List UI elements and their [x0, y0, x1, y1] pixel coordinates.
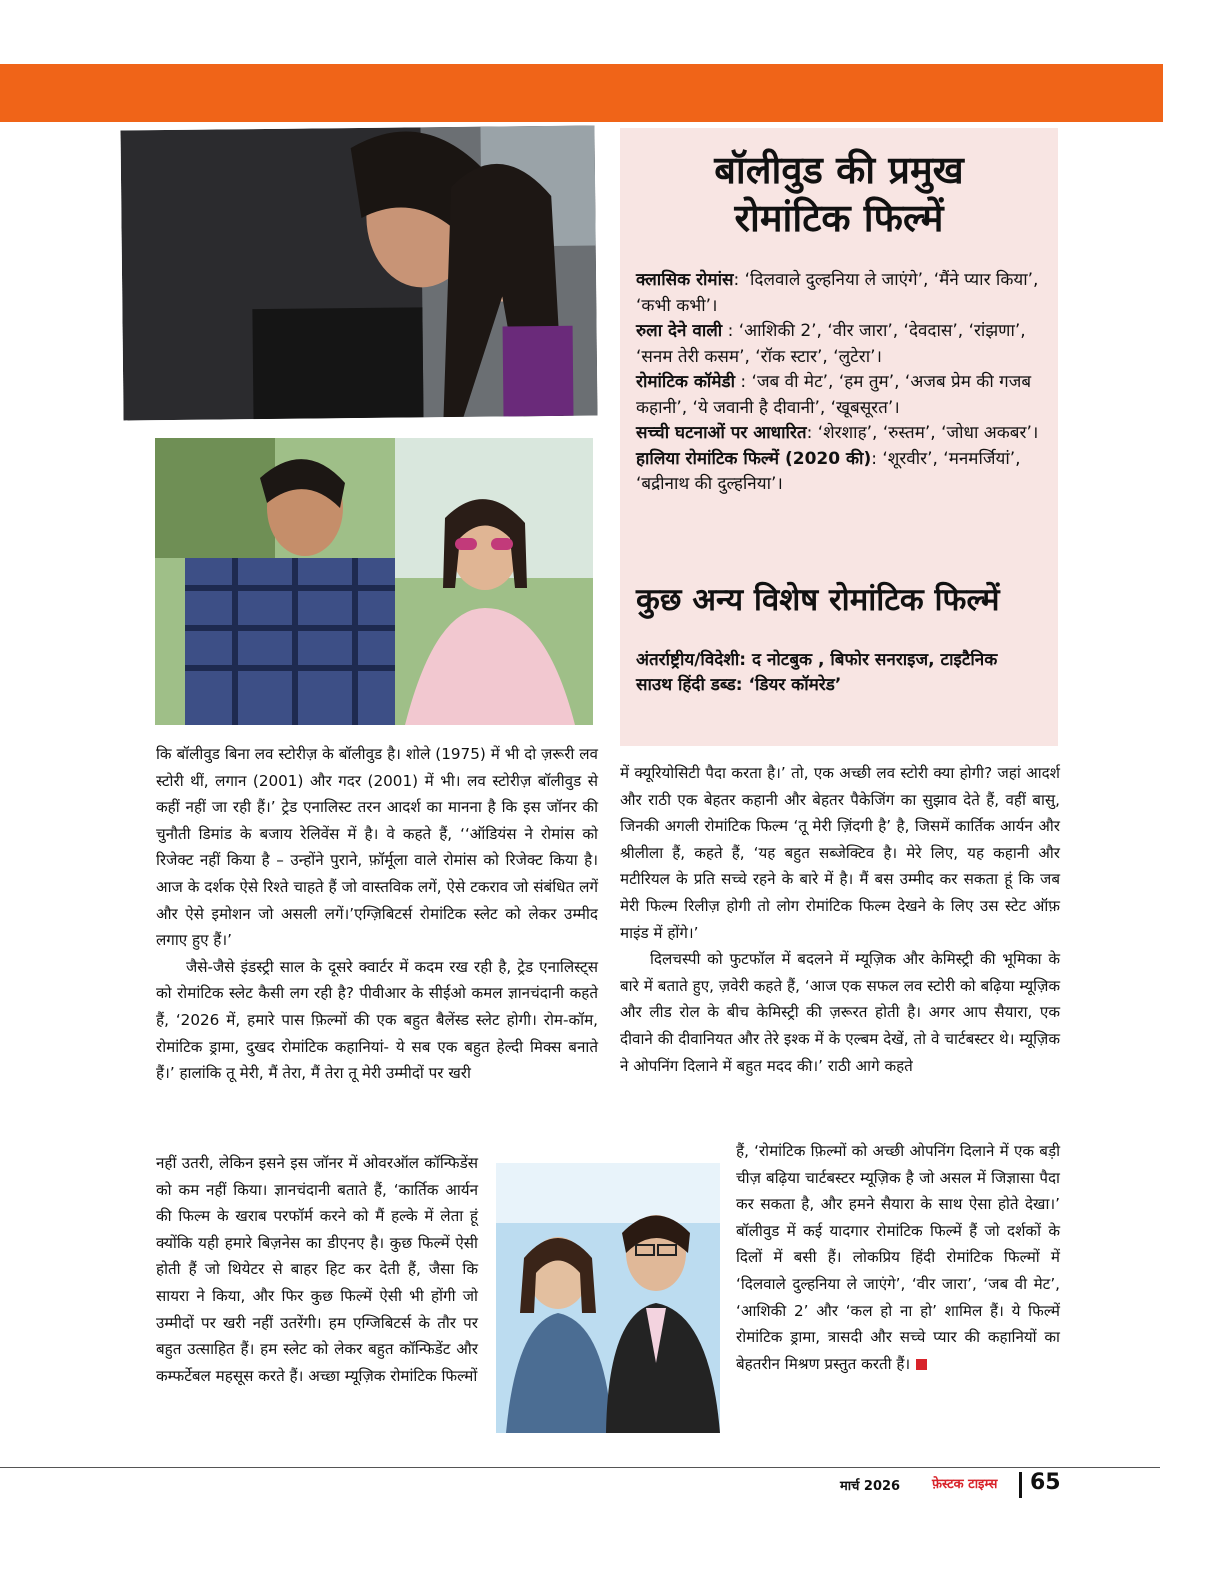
list-item: सच्ची घटनाओं पर आधारित: ‘शेरशाह’, ‘रुस्तम’, ‘जोधा अकबर’। — [636, 423, 1039, 443]
header-orange-bar — [0, 64, 1163, 122]
article-paragraph: नहीं उतरी, लेकिन इसने इस जॉनर में ओवरऑल कॉन्फिडेंस को कम नहीं किया। ज्ञानचंदानी बताते हैं, ‘कार्तिक आर्यन की फिल्म के खराब परफॉर्म करने को मैं हल्के में लेता हूं क्योंकि यही हमारे बिज़नेस का डीएनए है। कुछ फिल्में ऐसी होती हैं जो थियेटर से बाहर हिट कर देती हैं, जैसा कि सायरा ने किया, और फिर कुछ फिल्में ऐसी भी होंगी जो उम्मीदों पर खरी नहीं उतरेंगी। हम एग्जिबिटर्स के तौर पर बहुत उत्साहित हैं। हम स्लेट को लेकर बहुत कॉन्फिडेंट और कम्फर्टेबल महसूस करते हैं। अच्छा म्यूज़िक रोमांटिक फिल्मों — [156, 1154, 478, 1385]
article-paragraph: जैसे-जैसे इंडस्ट्री साल के दूसरे क्वार्टर में कदम रख रही है, ट्रेड एनालिस्ट्स को रोमांटिक स्लेट कैसी लग रही है? पीवीआर के सीईओ कमल ज्ञानचंदानी कहते हैं, ‘2026 में, हमारे पास फ़िल्मों की एक बहुत बैलेंस्ड स्लेट होगी। रोम-कॉम, रोमांटिक ड्रामा, दुखद रोमांटिक कहानियां- ये सब एक बहुत हेल्दी मिक्स बनाते हैं।’ हालांकि तू मेरी, मैं तेरा, मैं तेरा तू मेरी उम्मीदों पर खरी — [156, 957, 598, 1083]
list-item: साउथ हिंदी डब्ड: ‘डियर कॉमरेड’ — [636, 675, 842, 695]
list-item: रोमांटिक कॉमेडी : ‘जब वी मेट’, ‘हम तुम’, ‘अजब प्रेम की गजब कहानी’, ‘ये जवानी है दीवानी’, ‘खूबसूरत’। — [636, 372, 1032, 418]
sidebar-list — [636, 268, 1046, 498]
article-column-left-top — [156, 741, 598, 1087]
article-paragraph: हैं, ‘रोमांटिक फ़िल्मों को अच्छी ओपनिंग दिलाने में एक बड़ी चीज़ बढ़िया चार्टबस्टर म्यूज़िक है जो असल में जिज्ञासा पैदा कर सकता है, और हमने सैयारा के साथ ऐसा होते देखा।’ बॉलीवुड में कई यादगार रोमांटिक फिल्में हैं जो दर्शकों के दिलों में बसी हैं। लोकप्रिय हिंदी रोमांटिक फिल्मों में ‘दिलवाले दुल्हनिया ले जाएंगे’, ‘वीर जारा’, ‘जब वी मेट’, ‘आशिकी 2’ और ‘कल हो ना हो’ शामिल हैं। ये फिल्में रोमांटिक ड्रामा, त्रासदी और सच्चे प्यार की कहानियों का बेहतरीन मिश्रण प्रस्तुत करती हैं। — [736, 1142, 1060, 1373]
sidebar-romantic-films — [620, 128, 1058, 746]
article-column-right-bottom — [736, 1138, 1060, 1377]
sidebar-list-other — [636, 648, 1046, 698]
page-number: 65 — [1030, 1470, 1061, 1495]
list-item: अंतर्राष्ट्रीय/विदेशी: द नोटबुक , बिफोर सनराइज, टाइटैनिक — [636, 650, 998, 670]
article-paragraph: में क्यूरियोसिटी पैदा करता है।’ तो, एक अच्छी लव स्टोरी क्या होगी? जहां आदर्श और राठी एक बेहतर कहानी और बेहतर पैकेजिंग का सुझाव देते हैं, वहीं बासु, जिनकी अगली रोमांटिक फिल्म ‘तू मेरी ज़िंदगी है’ है, जिसमें कार्तिक आर्यन और श्रीलीला हैं, कहते हैं, ‘यह बहुत सब्जेक्टिव है। मेरे लिए, यह कहानी और मटीरियल के प्रति सच्चे रहने के बारे में है। मैं बस उम्मीद कर सकता हूं कि जब मेरी फिल्म रिलीज़ होगी तो लोग रोमांटिक फिल्म देखने के लिए उस स्टेट ऑफ़ माइंड में होंगे।’ — [620, 764, 1060, 942]
photo-couple-outdoor — [155, 438, 593, 725]
magazine-logo: फ़ेस्टक टाइम्स — [932, 1477, 998, 1492]
footer-month: मार्च 2026 — [840, 1479, 901, 1494]
article-paragraph: दिलचस्पी को फुटफॉल में बदलने में म्यूज़िक और केमिस्ट्री की भूमिका के बारे में बताते हुए, ज़वेरी कहते हैं, ‘आज एक सफल लव स्टोरी को बढ़िया म्यूज़िक और लीड रोल के बीच केमिस्ट्री की ज़रूरत होती है। अगर आप सैयारा, एक दीवाने की दीवानियत और तेरे इश्क में के एल्बम देखें, तो वे चार्टबस्टर थे। म्यूज़िक ने ओपनिंग दिलाने में बहुत मदद की।’ राठी आगे कहते — [620, 950, 1060, 1075]
article-paragraph: कि बॉलीवुड बिना लव स्टोरीज़ के बॉलीवुड है। शोले (1975) में भी दो ज़रूरी लव स्टोरी थीं, लगान (2001) और गदर (2001) में भी। लव स्टोरीज़ बॉलीवुड से कहीं नहीं जा रही हैं।’ ट्रेड एनालिस्ट तरन आदर्श का मानना है कि इस जॉनर की चुनौती डिमांड के बजाय रेलिवेंस में है। वे कहते हैं, ‘‘ऑडियंस ने रोमांस को रिजेक्ट नहीं किया है – उन्होंने पुराने, फ़ॉर्मूला वाले रोमांस को रिजेक्ट किया है। आज के दर्शक ऐसे रिश्ते चाहते हैं जो वास्तविक लगें, ऐसे टकराव जो संबंधित लगें और ऐसे इमोशन जो असली लगें।’एग्ज़िबिटर्स रोमांटिक स्लेट को लेकर उम्मीद लगाए हुए हैं।’ — [156, 745, 598, 950]
list-item: रुला देने वाली : ‘आशिकी 2’, ‘वीर जारा’, ‘देवदास’, ‘रांझणा’, ‘सनम तेरी कसम’, ‘रॉक स्टार’, ‘लुटेरा’। — [636, 321, 1026, 367]
photo-couple-poster — [496, 1163, 720, 1433]
sidebar-title: बॉलीवुड की प्रमुख रोमांटिक फिल्में — [714, 148, 964, 240]
footer-divider — [0, 1467, 1160, 1468]
article-column-left-bottom — [156, 1150, 478, 1389]
photo-couple-closeup — [120, 126, 597, 421]
footer-separator — [1019, 1472, 1022, 1498]
list-item: हालिया रोमांटिक फिल्में (2020 की): ‘शूरवीर’, ‘मनमर्जियां’, ‘बद्रीनाथ की दुल्हनिया’। — [636, 448, 1021, 494]
article-column-right-top — [620, 760, 1060, 1079]
list-item: क्लासिक रोमांस: ‘दिलवाले दुल्हनिया ले जाएंगे’, ‘मैंने प्यार किया’, ‘कभी कभी’। — [636, 270, 1039, 316]
end-mark-icon — [916, 1359, 927, 1370]
sidebar-subheading: कुछ अन्य विशेष रोमांटिक फिल्में — [636, 582, 1000, 618]
